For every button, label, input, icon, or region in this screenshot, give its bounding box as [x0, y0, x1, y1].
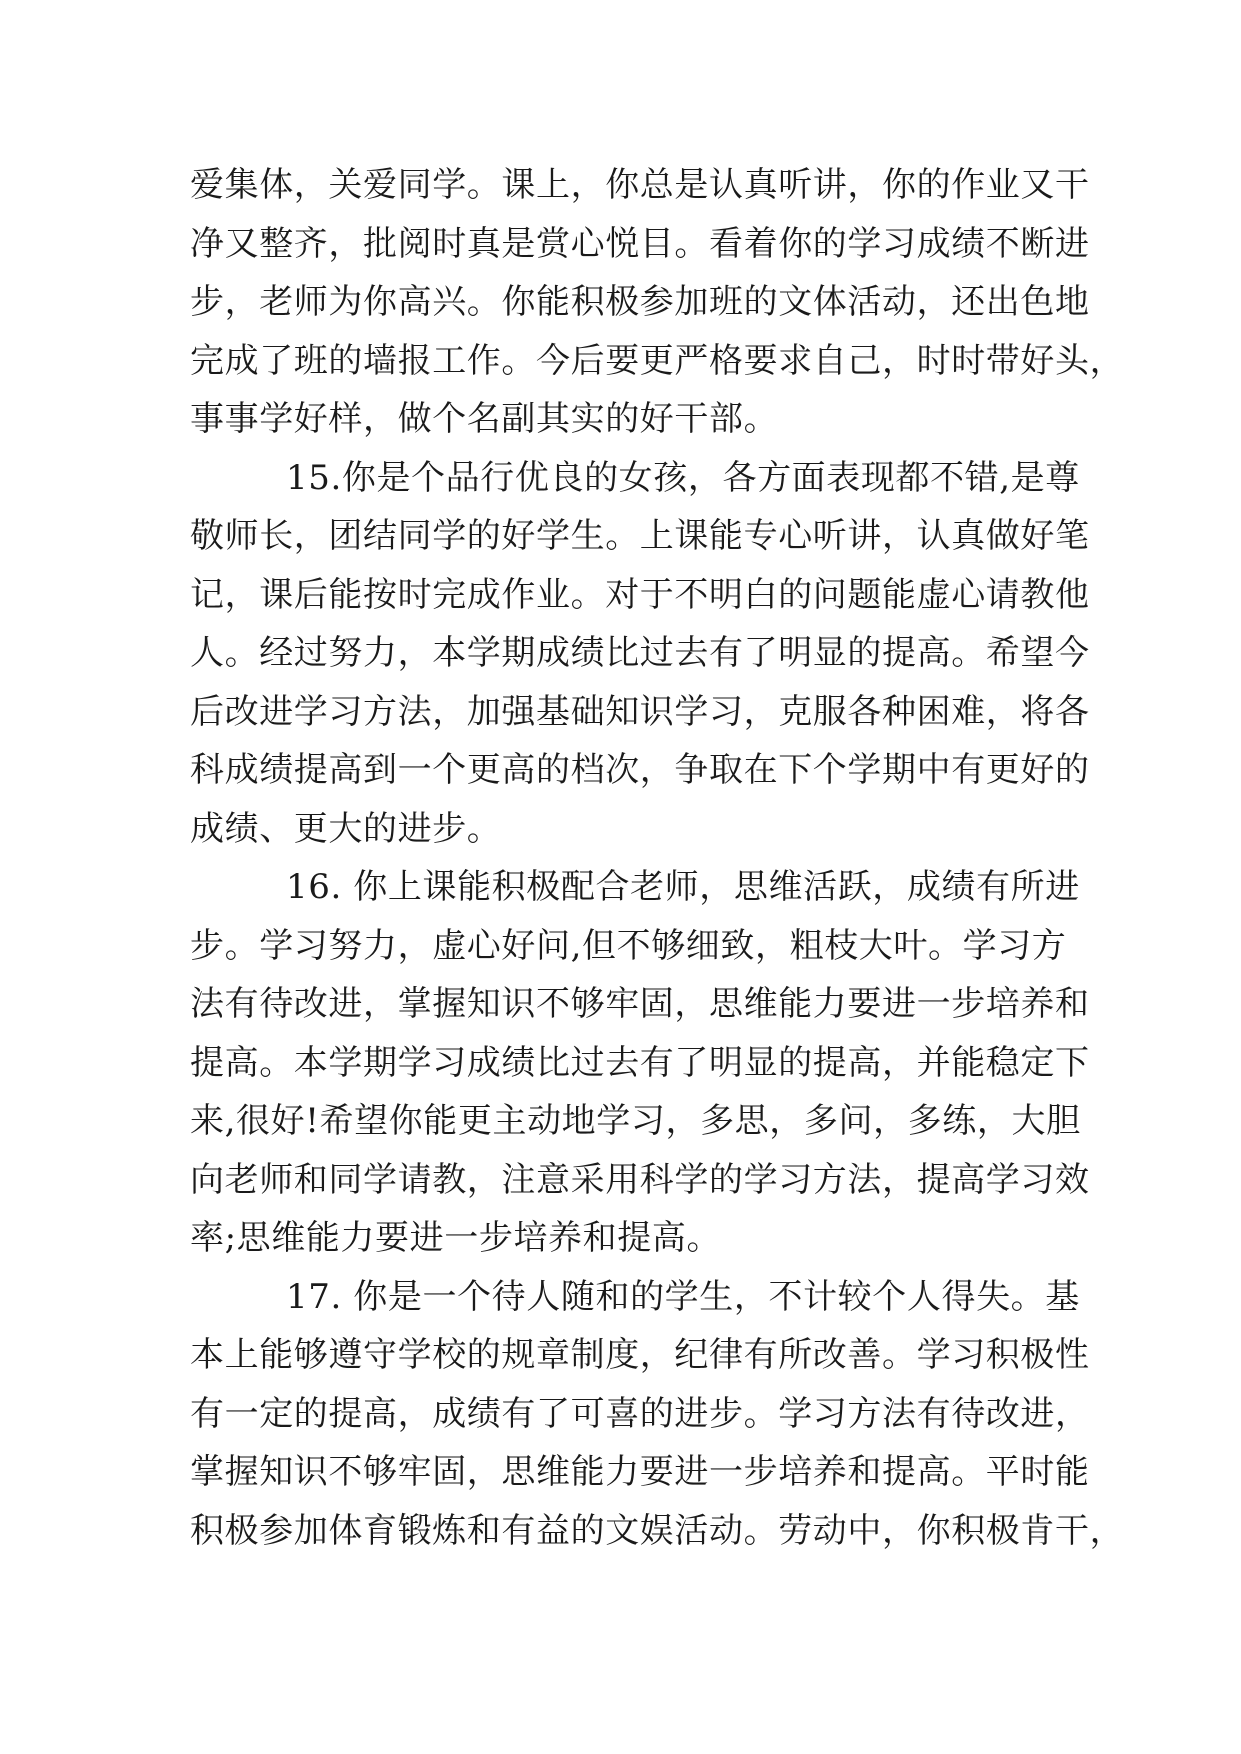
text-line: 提高。本学期学习成绩比过去有了明显的提高，并能稳定下: [190, 1042, 1090, 1083]
text-line: 步，老师为你高兴。你能积极参加班的文体活动，还出色地: [190, 282, 1090, 322]
text-line: 来,很好!希望你能更主动地学习，多思，多问，多练，大胆: [190, 1101, 1081, 1141]
text-line: 爱集体，关爱同学。课上，你总是认真听讲，你的作业又干: [190, 165, 1090, 205]
text-line: 积极参加体育锻炼和有益的文娱活动。劳动中，你积极肯干，: [190, 1510, 1125, 1551]
text-line: 掌握知识不够牢固，思维能力要进一步培养和提高。平时能: [190, 1452, 1090, 1492]
text-line: 有一定的提高，成绩有了可喜的进步。学习方法有待改进，: [190, 1393, 1090, 1434]
text-line: 记，课后能按时完成作业。对于不明白的问题能虚心请教他: [190, 574, 1090, 615]
document-body: [190, 156, 1125, 1560]
text-line: 率;思维能力要进一步培养和提高。: [190, 1218, 722, 1258]
text-line: 步。学习努力，虚心好问,但不够细致，粗枝大叶。学习方: [190, 925, 1067, 966]
text-line: 科成绩提高到一个更高的档次，争取在下个学期中有更好的: [190, 750, 1090, 790]
text-line: 后改进学习方法，加强基础知识学习，克服各种困难，将各: [190, 691, 1090, 732]
text-line: 本上能够遵守学校的规章制度，纪律有所改善。学习积极性: [190, 1335, 1090, 1375]
paragraph-first-line: 15.你是个品行优良的女孩，各方面表现都不错,是尊: [286, 457, 1080, 498]
text-line: 敬师长，团结同学的好学生。上课能专心听讲，认真做好笔: [190, 516, 1090, 556]
paragraph-first-line: 16. 你上课能积极配合老师，思维活跃，成绩有所进: [286, 867, 1080, 907]
text-line: 法有待改进，掌握知识不够牢固，思维能力要进一步培养和: [190, 984, 1090, 1024]
text-line: 事事学好样，做个名副其实的好干部。: [190, 399, 779, 439]
paragraph-first-line: 17. 你是一个待人随和的学生，不计较个人得失。基: [286, 1276, 1080, 1317]
text-line: 完成了班的墙报工作。今后要更严格要求自己，时时带好头，: [190, 340, 1125, 381]
text-line: 成绩、更大的进步。: [190, 808, 502, 849]
text-line: 净又整齐，批阅时真是赏心悦目。看着你的学习成绩不断进: [190, 223, 1090, 264]
text-line: 向老师和同学请教，注意采用科学的学习方法，提高学习效: [190, 1159, 1090, 1200]
text-line: 人。经过努力，本学期成绩比过去有了明显的提高。希望今: [190, 633, 1090, 673]
